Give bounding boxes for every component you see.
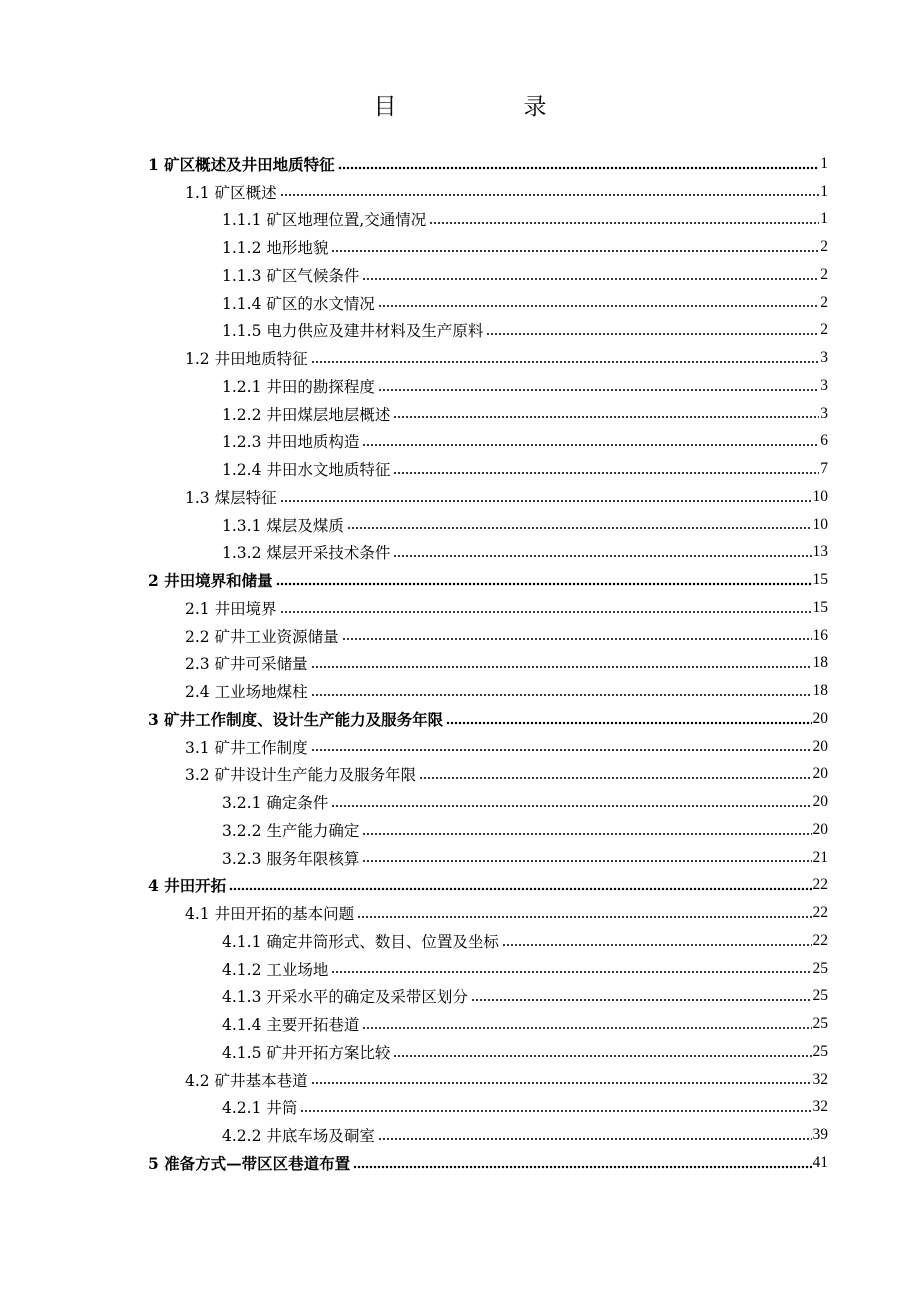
toc-entry-label: 2 井田境界和储量	[148, 571, 273, 591]
dot-leader	[311, 657, 812, 673]
toc-entry-page-number: 16	[812, 626, 828, 644]
dot-leader	[311, 1073, 812, 1089]
dot-leader	[378, 1128, 812, 1144]
toc-entry[interactable]	[0, 955, 828, 983]
toc-entry[interactable]	[0, 1094, 828, 1122]
toc-entry-page-number: 1	[820, 154, 828, 172]
toc-entry[interactable]	[0, 844, 828, 872]
toc-entry-page-number: 20	[812, 709, 828, 727]
toc-entry-page-number: 2	[820, 238, 828, 256]
toc-entry-page-number: 3	[820, 404, 828, 422]
toc-entry-label: 3 矿井工作制度、设计生产能力及服务年限	[148, 709, 444, 729]
toc-entry[interactable]	[0, 761, 828, 789]
toc-entry-page-number: 32	[812, 1070, 828, 1088]
toc-entry-label: 1.1.3 矿区气候条件	[222, 266, 360, 285]
toc-entry[interactable]	[0, 428, 828, 456]
toc-entry-page-number: 20	[812, 793, 828, 811]
dot-leader	[362, 1017, 811, 1033]
dot-leader	[342, 629, 812, 645]
dot-leader	[300, 1101, 811, 1117]
toc-entry-label: 4.2.1 井筒	[222, 1099, 298, 1118]
toc-entry-label: 3.2.2 生产能力确定	[222, 821, 360, 840]
dot-leader	[393, 407, 819, 423]
toc-entry[interactable]	[0, 872, 828, 900]
dot-leader	[276, 573, 812, 589]
toc-entry-page-number: 3	[820, 349, 828, 367]
toc-entry-page-number: 20	[812, 737, 828, 755]
toc-entry[interactable]	[0, 594, 828, 622]
toc-entry-page-number: 20	[812, 765, 828, 783]
toc-entry[interactable]	[0, 1038, 828, 1066]
toc-entry[interactable]	[0, 511, 828, 539]
dot-leader	[429, 213, 819, 229]
toc-entry-label: 3.2.3 服务年限核算	[222, 849, 360, 868]
toc-entry-label: 4.1.3 开采水平的确定及采带区划分	[222, 988, 468, 1007]
toc-entry[interactable]	[0, 261, 828, 289]
toc-entry-label: 3.2.1 确定条件	[222, 794, 329, 813]
toc-entry-page-number: 32	[812, 1098, 828, 1116]
toc-entry-page-number: 7	[820, 460, 828, 478]
dot-leader	[446, 712, 811, 728]
toc-entry-page-number: 10	[812, 487, 828, 505]
toc-entry-page-number: 22	[812, 904, 828, 922]
dot-leader	[331, 795, 811, 811]
toc-entry-page-number: 6	[820, 432, 828, 450]
toc-entry-page-number: 18	[812, 682, 828, 700]
toc-entry-label: 1.2 井田地质特征	[185, 350, 308, 369]
dot-leader	[311, 351, 820, 367]
dot-leader	[280, 185, 820, 201]
toc-entry[interactable]	[0, 206, 828, 234]
toc-entry-label: 4.2.2 井底车场及硐室	[222, 1127, 375, 1146]
toc-entry[interactable]	[0, 233, 828, 261]
dot-leader	[331, 240, 819, 256]
toc-entry[interactable]	[0, 927, 828, 955]
toc-entry-page-number: 25	[812, 959, 828, 977]
dot-leader	[393, 462, 819, 478]
toc-entry-page-number: 1	[820, 210, 828, 228]
toc-entry-page-number: 22	[812, 931, 828, 949]
toc-entry-page-number: 2	[820, 293, 828, 311]
toc-entry-label: 1.1 矿区概述	[185, 183, 277, 202]
toc-entry-label: 1.2.2 井田煤层地层概述	[222, 405, 391, 424]
toc-entry-label: 1.1.4 矿区的水文情况	[222, 294, 375, 313]
toc-entry-label: 2.1 井田境界	[185, 599, 277, 618]
dot-leader	[502, 934, 812, 950]
toc-entry-label: 4.1.5 矿井开拓方案比较	[222, 1043, 391, 1062]
toc-entry-page-number: 15	[812, 571, 828, 589]
toc-entry[interactable]	[0, 788, 828, 816]
toc-entry[interactable]	[0, 344, 828, 372]
toc-entry[interactable]	[0, 372, 828, 400]
toc-entry-label: 2.3 矿井可采储量	[185, 655, 308, 674]
toc-entry-label: 1.3 煤层特征	[185, 488, 277, 507]
toc-entry[interactable]	[0, 1010, 828, 1038]
toc-entry[interactable]	[0, 705, 828, 733]
dot-leader	[471, 990, 812, 1006]
toc-entry-page-number: 41	[812, 1153, 828, 1171]
toc-entry-label: 1.1.5 电力供应及建井材料及生产原料	[222, 322, 484, 341]
toc-entry[interactable]	[0, 455, 828, 483]
toc-entry[interactable]	[0, 178, 828, 206]
dot-leader	[362, 268, 819, 284]
toc-entry-page-number: 25	[812, 1015, 828, 1033]
toc-entry[interactable]	[0, 1149, 828, 1177]
dot-leader	[393, 1045, 811, 1061]
toc-entry-page-number: 1	[820, 182, 828, 200]
dot-leader	[486, 324, 819, 340]
dot-leader	[353, 1156, 811, 1172]
toc-entry-label: 4.1.4 主要开拓巷道	[222, 1016, 360, 1035]
toc-entry-page-number: 15	[812, 598, 828, 616]
dot-leader	[362, 823, 811, 839]
toc-entry[interactable]	[0, 899, 828, 927]
toc-entry[interactable]	[0, 677, 828, 705]
toc-entry-page-number: 18	[812, 654, 828, 672]
toc-entry-label: 4 井田开拓	[148, 876, 227, 896]
dot-leader	[331, 962, 811, 978]
toc-entry[interactable]	[0, 650, 828, 678]
toc-entry[interactable]	[0, 566, 828, 594]
toc-entry-label: 3.2 矿井设计生产能力及服务年限	[185, 766, 417, 785]
toc-entry[interactable]	[0, 733, 828, 761]
toc-title: 目 录	[373, 94, 599, 120]
dot-leader	[280, 490, 812, 506]
toc-entry-label: 1.2.3 井田地质构造	[222, 433, 360, 452]
toc-entry[interactable]	[0, 483, 828, 511]
toc-entry-page-number: 22	[812, 876, 828, 894]
toc-entry-page-number: 2	[820, 265, 828, 283]
toc-entry-label: 1.3.1 煤层及煤质	[222, 516, 344, 535]
toc-entry-page-number: 13	[812, 543, 828, 561]
toc-entry-page-number: 2	[820, 321, 828, 339]
toc-entry[interactable]	[0, 816, 828, 844]
toc-entry[interactable]	[0, 1121, 828, 1149]
dot-leader	[280, 601, 812, 617]
dot-leader	[347, 518, 812, 534]
toc-entry-page-number: 3	[820, 376, 828, 394]
toc-entry-label: 1.1.2 地形地貌	[222, 239, 329, 258]
dot-leader	[229, 879, 811, 895]
dot-leader	[362, 435, 819, 451]
toc-entry[interactable]	[0, 1066, 828, 1094]
toc-entry[interactable]	[0, 983, 828, 1011]
toc-entry[interactable]	[0, 400, 828, 428]
toc-entry[interactable]	[0, 317, 828, 345]
toc-entry-page-number: 25	[812, 1042, 828, 1060]
toc-entry[interactable]	[0, 289, 828, 317]
toc-entry-label: 1.2.1 井田的勘探程度	[222, 377, 375, 396]
toc-entry-page-number: 39	[812, 1126, 828, 1144]
toc-entry-label: 1.3.2 煤层开采技术条件	[222, 544, 391, 563]
toc-entry-label: 1.1.1 矿区地理位置,交通情况	[222, 211, 427, 230]
dot-leader	[378, 296, 819, 312]
toc-entry-page-number: 25	[812, 987, 828, 1005]
toc-entry-label: 2.4 工业场地煤柱	[185, 683, 308, 702]
dot-leader	[393, 546, 811, 562]
toc-entry-label: 4.1.1 确定井筒形式、数目、位置及坐标	[222, 932, 499, 951]
dot-leader	[311, 740, 812, 756]
toc-entry[interactable]	[0, 622, 828, 650]
toc-entry-page-number: 21	[812, 848, 828, 866]
table-of-contents	[0, 150, 920, 1177]
toc-entry-label: 1.2.4 井田水文地质特征	[222, 461, 391, 480]
toc-entry[interactable]	[0, 150, 828, 178]
toc-entry-label: 4.2 矿井基本巷道	[185, 1071, 308, 1090]
dot-leader	[311, 684, 812, 700]
dot-leader	[338, 157, 820, 173]
toc-entry[interactable]	[0, 539, 828, 567]
dot-leader	[378, 379, 819, 395]
toc-entry-label: 4.1.2 工业场地	[222, 960, 329, 979]
toc-entry-page-number: 10	[812, 515, 828, 533]
toc-entry-label: 3.1 矿井工作制度	[185, 738, 308, 757]
toc-entry-label: 4.1 井田开拓的基本问题	[185, 905, 355, 924]
toc-entry-label: 2.2 矿井工业资源储量	[185, 627, 339, 646]
dot-leader	[362, 851, 811, 867]
toc-entry-label: 5 准备方式—带区区巷道布置	[148, 1153, 351, 1173]
dot-leader	[357, 906, 811, 922]
toc-entry-page-number: 20	[812, 820, 828, 838]
dot-leader	[419, 768, 811, 784]
toc-entry-label: 1 矿区概述及井田地质特征	[148, 154, 335, 174]
